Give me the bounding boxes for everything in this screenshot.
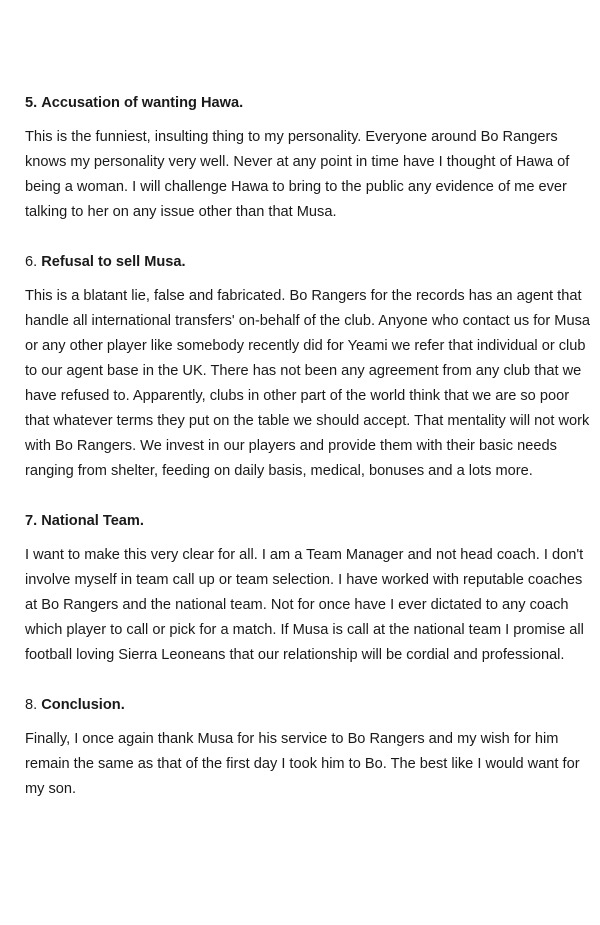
paragraph-line: have refused to. Apparently, clubs in other part of the world think that we are so poor	[25, 388, 570, 404]
section-paragraph	[25, 125, 595, 225]
section-paragraph	[25, 727, 595, 802]
document-body	[25, 91, 595, 827]
paragraph-line: my son.	[25, 781, 77, 797]
paragraph-line: remain the same as that of the first day I took him to Bo. The best like I would want for	[25, 756, 580, 772]
paragraph-line: This is the funniest, insulting thing to my personality. Everyone around Bo Rangers	[25, 129, 558, 145]
paragraph-line: ranging from shelter, feeding on daily basis, medical, bonuses and a lots more.	[25, 463, 533, 479]
section	[25, 693, 595, 802]
paragraph-line: or any other player like somebody recently did for Yeami we refer that individual or club	[25, 338, 586, 354]
section-paragraph	[25, 284, 595, 484]
section-number: 5.	[25, 95, 38, 111]
paragraph-line: at Bo Rangers and the national team. Not for once have I ever dictated to any coach	[25, 597, 569, 613]
paragraph-line: being a woman. I will challenge Hawa to bring to the public any evidence of me ever	[25, 179, 567, 195]
section-title: Accusation of wanting Hawa.	[41, 95, 244, 111]
section	[25, 91, 595, 225]
section-number: 7.	[25, 513, 38, 529]
section-paragraph	[25, 543, 595, 668]
paragraph-line: to our agent base in the UK. There has not been any agreement from any club that we	[25, 363, 582, 379]
section-heading	[25, 250, 595, 275]
paragraph-line: talking to her on any issue other than that Musa.	[25, 204, 337, 220]
paragraph-line: This is a blatant lie, false and fabricated. Bo Rangers for the records has an agent that	[25, 288, 582, 304]
section	[25, 250, 595, 484]
section-number: 8.	[25, 697, 38, 713]
section-heading	[25, 91, 595, 116]
section	[25, 509, 595, 668]
paragraph-line: that whatever terms they put on the table we should accept. That mentality will not work	[25, 413, 590, 429]
paragraph-line: football loving Sierra Leoneans that our relationship will be cordial and professional.	[25, 647, 565, 663]
section-heading	[25, 693, 595, 718]
paragraph-line: Finally, I once again thank Musa for his service to Bo Rangers and my wish for him	[25, 731, 559, 747]
section-number: 6.	[25, 254, 38, 270]
paragraph-line: knows my personality very well. Never at any point in time have I thought of Hawa of	[25, 154, 570, 170]
section-title: National Team.	[41, 513, 144, 529]
section-title: Conclusion.	[41, 697, 125, 713]
paragraph-line: which player to call or pick for a match. If Musa is call at the national team I promise all	[25, 622, 584, 638]
section-heading	[25, 509, 595, 534]
paragraph-line: I want to make this very clear for all. I am a Team Manager and not head coach. I don't	[25, 547, 584, 563]
paragraph-line: involve myself in team call up or team selection. I have worked with reputable coaches	[25, 572, 583, 588]
section-title: Refusal to sell Musa.	[41, 254, 186, 270]
paragraph-line: handle all international transfers' on-behalf of the club. Anyone who contact us for Musa	[25, 313, 590, 329]
paragraph-line: with Bo Rangers. We invest in our players and provide them with their basic needs	[25, 438, 557, 454]
